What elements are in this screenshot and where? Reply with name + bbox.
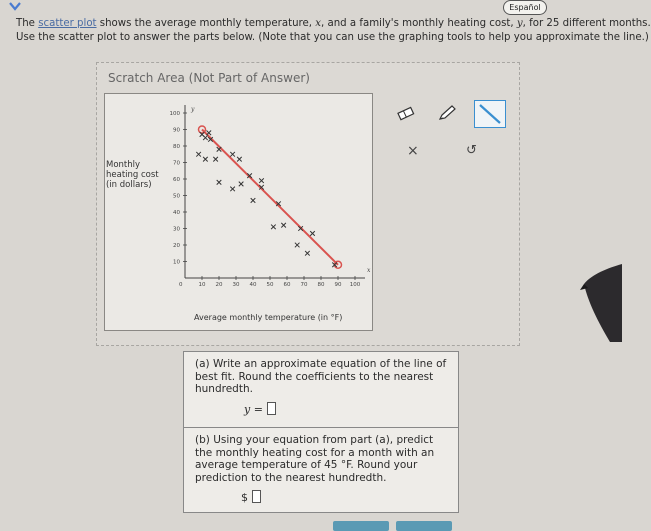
x-tick-label: 100 [349, 282, 361, 288]
question-a: (a) Write an approximate equation of the line of best fit. Round the coefficients to the nearest hundredth. y = [184, 352, 458, 428]
y-tick-label: 100 [169, 111, 180, 117]
pencil-icon[interactable] [437, 104, 457, 122]
bottom-button-left[interactable] [333, 521, 389, 531]
data-point [271, 225, 276, 230]
problem-line-2: Use the scatter plot to answer the parts below. (Note that you can use the graphing tools to help you approximate the line.) [16, 32, 649, 43]
collapse-chevron-icon[interactable] [8, 0, 22, 12]
scatter-plot[interactable] [160, 98, 372, 298]
data-point [213, 157, 218, 162]
y-axis-label: Monthly heating cost (in dollars) [106, 160, 159, 190]
x-tick-label: 50 [266, 282, 274, 288]
x-tick-label: 80 [317, 282, 325, 288]
y-tick-label: 70 [173, 160, 180, 167]
line-tool-icon [475, 101, 505, 127]
x-tick-label: 90 [334, 282, 342, 288]
prediction-answer: $ [241, 490, 261, 505]
bottom-button-right[interactable] [396, 521, 452, 531]
y-tick-label: 40 [173, 210, 180, 216]
clear-button[interactable]: × [407, 143, 419, 159]
data-point [259, 178, 264, 183]
x-tick-label: 30 [232, 282, 240, 288]
data-point [203, 135, 208, 140]
y-tick-label: 30 [173, 226, 180, 233]
data-point [239, 182, 244, 187]
prediction-input[interactable] [252, 490, 261, 503]
best-fit-line [202, 130, 338, 265]
y-tick-label: 20 [173, 243, 180, 249]
data-point [251, 198, 256, 203]
top-bar [0, 0, 622, 16]
line-tool-button[interactable] [474, 100, 506, 128]
data-point [230, 187, 235, 192]
data-point [203, 157, 208, 162]
data-point [230, 152, 235, 157]
x-tick-label: 60 [283, 282, 291, 288]
equation-input[interactable] [267, 402, 276, 415]
y-tick-label: 90 [173, 127, 180, 134]
origin-label: 0 [179, 282, 183, 288]
y-tick-label: 50 [173, 193, 180, 200]
questions-panel [183, 351, 459, 513]
x-tick-label: 10 [198, 282, 206, 288]
x-tick-label: 40 [249, 282, 257, 288]
undo-button[interactable]: ↺ [466, 143, 477, 158]
y-axis-symbol: y [191, 106, 195, 113]
x-tick-label: 70 [300, 282, 308, 288]
data-point [217, 180, 222, 185]
equation-answer: y = [244, 402, 276, 417]
data-point [295, 243, 300, 248]
language-toggle-button[interactable]: Español [503, 0, 547, 15]
data-point [207, 131, 212, 136]
x-tick-label: 20 [215, 282, 223, 288]
x-axis-label: Average monthly temperature (in °F) [194, 313, 343, 322]
question-b: (b) Using your equation from part (a), predict the monthly heating cost for a month with an average temperature of 45 °F. Round your prediction to the nearest hundredth. $ [195, 434, 435, 504]
y-tick-label: 60 [173, 177, 180, 183]
problem-statement [16, 17, 651, 45]
y-tick-label: 80 [173, 144, 180, 150]
problem-line-1: The scatter plot shows the average monthly temperature, x, and a family's monthly heating cost, y, for 25 different months. [16, 18, 651, 29]
x-axis-symbol: x [367, 267, 371, 274]
data-point [196, 152, 201, 157]
stylus-pen-overlay [580, 262, 622, 342]
scatter-plot-link[interactable]: scatter plot [38, 18, 97, 29]
y-tick-label: 10 [173, 259, 180, 266]
data-point [305, 251, 310, 256]
data-point [310, 231, 315, 236]
data-point [237, 157, 242, 162]
scratch-area-title: Scratch Area (Not Part of Answer) [108, 71, 310, 85]
eraser-icon[interactable] [397, 107, 415, 121]
data-point [281, 223, 286, 228]
